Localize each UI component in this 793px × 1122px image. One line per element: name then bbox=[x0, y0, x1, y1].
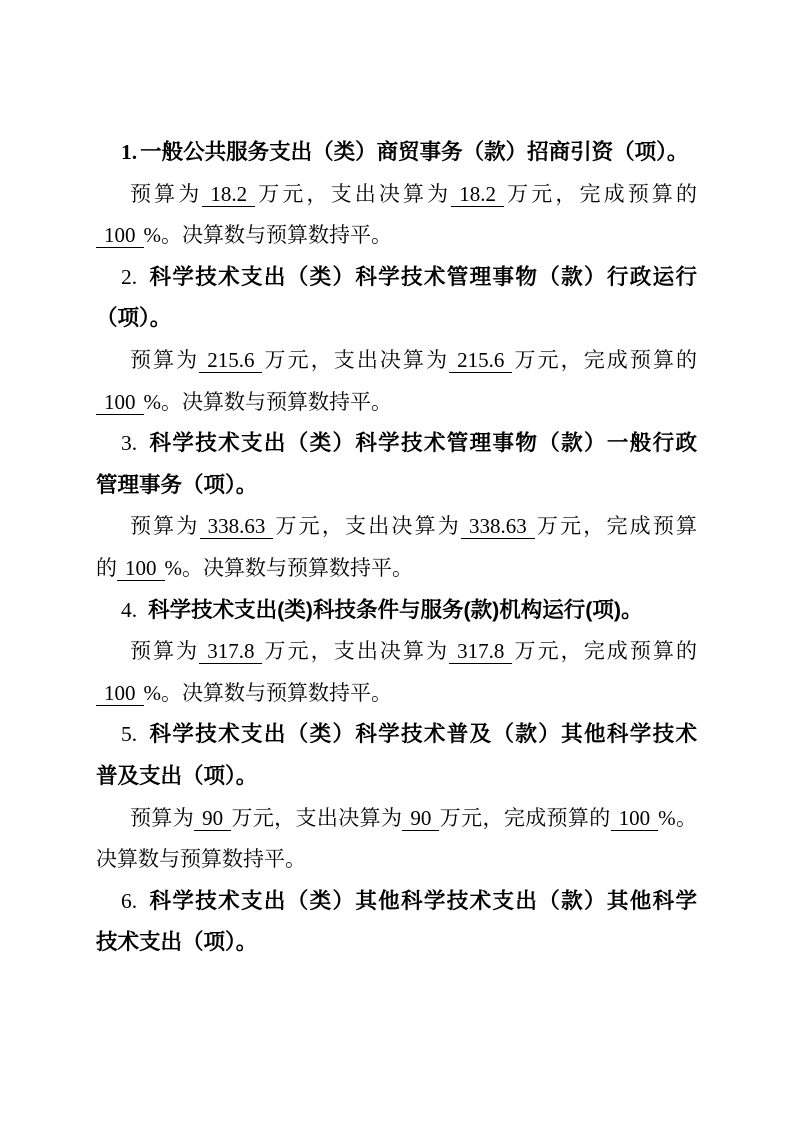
item-2-heading-line-1: 2. 科学技术支出（类）科学技术管理事物（款）行政运行 bbox=[121, 264, 697, 289]
item-2-number: 2. bbox=[121, 264, 138, 289]
item-3-heading bbox=[96, 423, 697, 506]
item-5-body-line-1: 预算为 90 万元，支出决算为 90 万元，完成预算的 100 %。 bbox=[130, 805, 698, 830]
item-4-body-line-2: 100 %。决算数与预算数持平。 bbox=[96, 673, 697, 715]
item-1-blank-value: 18.2 bbox=[202, 182, 255, 207]
item-3-blank-value: 338.63 bbox=[461, 514, 535, 539]
item-2-blank-value: 215.6 bbox=[449, 348, 512, 373]
item-3-body-line-1: 预算为 338.63 万元，支出决算为 338.63 万元，完成预算 bbox=[130, 514, 698, 539]
item-3-body bbox=[96, 506, 697, 589]
item-3-blank-value: 100 bbox=[117, 556, 165, 581]
item-2-body bbox=[96, 340, 697, 423]
item-3-heading-line-1: 3. 科学技术支出（类）科学技术管理事物（款）一般行政 bbox=[121, 431, 697, 456]
item-2-body-line-2: 100 %。决算数与预算数持平。 bbox=[96, 382, 697, 424]
item-4-body bbox=[96, 631, 697, 714]
item-1-body bbox=[96, 174, 697, 257]
item-6-heading bbox=[96, 881, 697, 964]
item-4-heading-line-1: 4. 科学技术支出(类)科技条件与服务(款)机构运行(项)。 bbox=[121, 597, 643, 622]
item-2-body-line-1: 预算为 215.6 万元，支出决算为 215.6 万元，完成预算的 bbox=[130, 347, 698, 372]
document-body bbox=[96, 132, 697, 964]
item-5-blank-value: 90 bbox=[194, 806, 231, 831]
item-3-heading-line-2: 管理事务（项）。 bbox=[96, 472, 258, 497]
item-4-number: 4. bbox=[121, 597, 138, 622]
item-5-body bbox=[96, 798, 697, 881]
item-3-body-line-2: 的 100 %。决算数与预算数持平。 bbox=[96, 555, 413, 580]
item-2-blank-value: 100 bbox=[96, 390, 144, 415]
item-2-heading bbox=[96, 257, 697, 340]
item-4-blank-value: 317.8 bbox=[449, 639, 512, 664]
item-2-heading-line-2: （项）。 bbox=[96, 306, 172, 331]
item-1-body-line-2: 100 %。决算数与预算数持平。 bbox=[96, 215, 697, 257]
item-5-heading-line-1: 5. 科学技术支出（类）科学技术普及（款）其他科学技术 bbox=[121, 722, 697, 747]
item-1-blank-value: 100 bbox=[96, 223, 144, 248]
item-4-blank-value: 100 bbox=[96, 681, 144, 706]
item-5-body-line-2: 决算数与预算数持平。 bbox=[96, 847, 306, 872]
item-5-blank-value: 100 bbox=[611, 806, 659, 831]
item-3-blank-value: 338.63 bbox=[200, 514, 274, 539]
item-5-number: 5. bbox=[121, 722, 138, 747]
item-4-heading bbox=[96, 590, 697, 632]
item-1-heading-line-1: 1. 一般公共服务支出（类）商贸事务（款）招商引资（项）。 bbox=[121, 140, 689, 164]
item-4-blank-value: 317.8 bbox=[199, 639, 262, 664]
item-1-number: 1. bbox=[121, 140, 138, 164]
item-6-heading-line-1: 6. 科学技术支出（类）其他科学技术支出（款）其他科学 bbox=[121, 888, 697, 913]
item-1-body-line-1: 预算为 18.2 万元，支出决算为 18.2 万元，完成预算的 bbox=[130, 181, 697, 206]
item-6-heading-line-2: 技术支出（项）。 bbox=[96, 930, 258, 955]
item-3-number: 3. bbox=[121, 431, 138, 456]
item-1-heading bbox=[96, 132, 697, 174]
item-1-blank-value: 18.2 bbox=[451, 182, 504, 207]
item-2-blank-value: 215.6 bbox=[199, 348, 262, 373]
item-5-heading-line-2: 普及支出（项）。 bbox=[96, 763, 258, 788]
item-5-blank-value: 90 bbox=[402, 806, 439, 831]
item-4-body-line-1: 预算为 317.8 万元，支出决算为 317.8 万元，完成预算的 bbox=[130, 639, 698, 664]
item-5-heading bbox=[96, 714, 697, 797]
item-6-number: 6. bbox=[121, 888, 138, 913]
